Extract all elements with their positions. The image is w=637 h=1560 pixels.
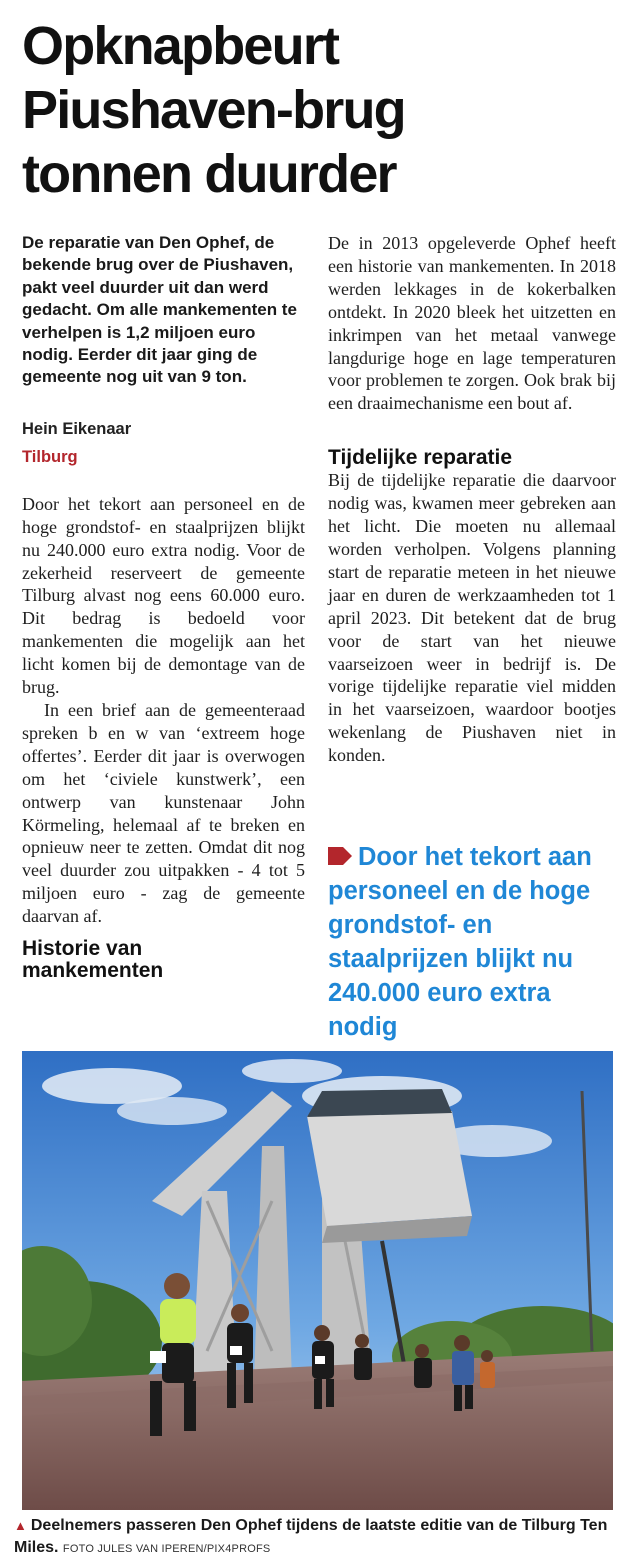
photo-caption [14,1515,629,1560]
photo-credit: FOTO JULES VAN IPEREN/PIX4PROFS [62,1543,271,1555]
caption-triangle-icon: ▲ [14,1518,27,1533]
pull-quote-text: Door het tekort aan personeel en de hoge grondstof- en staalprijzen blijkt nu 240.000 euro extra nodig [328,843,592,1041]
body-paragraph-4: Bij de tijdelijke reparatie die daarvoor nodig was, kwamen meer gebreken aan het licht. Die moeten nu allemaal worden verholpen. Volgens planning start de reparatie meteen in het nieuwe jaar en duren de werkzaamheden tot 1 april 2023. Dit betekent dat de brug voor de start van het nieuwe vaarseizoen weer in bedrijf is. De vorige tijdelijke reparatie viel midden in het vaarseizoen, waardoor bootjes wekenlang de Piushaven niet in konden. [328,470,616,766]
photo-den-ophef [22,1051,613,1510]
arrow-marker-icon [328,847,352,865]
headline-line-2: Piushaven-brug [22,80,405,140]
body-paragraph-2: In een brief aan de gemeenteraad spreken b en w van ‘extreem hoge offertes’. Eerder dit jaar is overwogen om het ‘civiele kunstwerk’, een ontwerp van kunstenaar John Körmeling, helemaal af te breken en opnieuw neer te zetten. Omdat dit nog veel duurder zou uitpakken - 4 tot 5 miljoen euro - zag de gemeente daarvan af. [22,700,305,927]
photo-illustration [22,1051,613,1510]
body-paragraph-1: Door het tekort aan personeel en de hoge grondstof- en staalprijzen blijkt nu 240.000 euro extra nodig. Voor de zekerheid reserveert de gemeente Tilburg alvast nog eens 60.000 euro. Dit bedrag is bedoeld voor mankementen die mogelijk aan het licht komen bij de demontage van de brug. [22,493,305,698]
intro-paragraph: De reparatie van Den Ophef, de bekende brug over de Piushaven, pakt veel duurder uit dan werd gedacht. Om alle mankementen te verhelpen is 1,2 miljoen euro nodig. Eerder dit jaar ging de gemeente nog uit van 9 ton. [22,233,297,387]
headline [22,14,622,206]
subheading-tijdelijke-reparatie: Tijdelijke reparatie [328,446,513,470]
pull-quote [328,840,624,1044]
byline-place: Tilburg [22,447,78,466]
caption-text: Deelnemers passeren Den Ophef tijdens de laatste editie van de Tilburg Ten Miles. [14,1517,608,1556]
headline-line-1: Opknapbeurt [22,16,339,76]
left-column [22,232,305,982]
subheading-historie: Historie van mankementen [22,937,164,983]
right-column [328,232,616,767]
headline-line-3: tonnen duurder [22,144,396,204]
body-paragraph-3: De in 2013 opgeleverde Ophef heeft een historie van mankementen. In 2018 werden lekkages in de kokerbalken ontdekt. In 2020 bleek het uitzetten en inkrimpen van het metaal vanwege langdurige hoge en lage temperaturen voor problemen te zorgen. Ook brak bij een draaimechanisme een bout af. [328,233,616,414]
byline-author: Hein Eikenaar [22,419,132,438]
